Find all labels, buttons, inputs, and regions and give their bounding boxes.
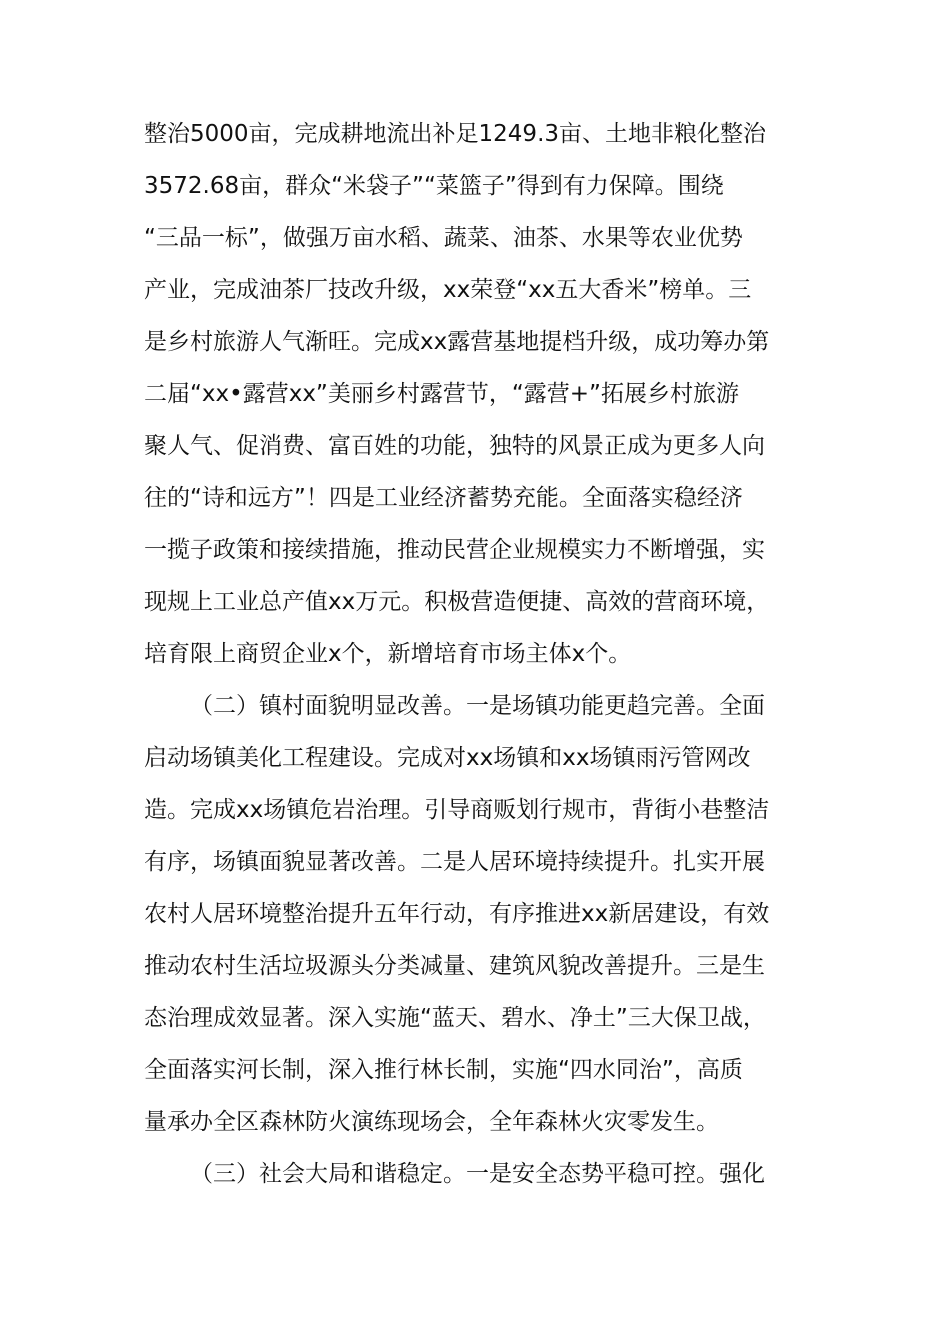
section-heading-line: （三）社会大局和谐稳定。一是安全态势平稳可控。强化 (190, 1161, 765, 1187)
text-line: “三品一标”，做强万亩水稻、蔬菜、油茶、水果等农业优势 (144, 225, 743, 251)
text-line: 往的“诗和远方”！四是工业经济蓄势充能。全面落实稳经济 (144, 485, 743, 511)
text-line: 推动农村生活垃圾源头分类减量、建筑风貌改善提升。三是生 (144, 953, 765, 979)
text-line: 造。完成xx场镇危岩治理。引导商贩划行规市，背街小巷整洁 (144, 797, 770, 823)
text-line: 培育限上商贸企业x个，新增培育市场主体x个。 (144, 641, 632, 667)
text-line: 量承办全区森林防火演练现场会，全年森林火灾零发生。 (144, 1109, 719, 1135)
text-line: 产业，完成油茶厂技改升级，xx荣登“xx五大香米”榜单。三 (144, 277, 752, 303)
text-line: 农村人居环境整治提升五年行动，有序推进xx新居建设，有效 (144, 901, 770, 927)
text-line: 是乡村旅游人气渐旺。完成xx露营基地提档升级，成功筹办第 (144, 329, 770, 355)
text-line: 有序，场镇面貌显著改善。二是人居环境持续提升。扎实开展 (144, 849, 765, 875)
text-line: 聚人气、促消费、富百姓的功能，独特的风景正成为更多人向 (144, 433, 765, 459)
body-text (144, 108, 810, 1200)
section-heading-line: （二）镇村面貌明显改善。一是场镇功能更趋完善。全面 (190, 693, 765, 719)
text-line: 3572.68亩，群众“米袋子”“菜篮子”得到有力保障。围绕 (144, 173, 724, 199)
text-line: 二届“xx•露营xx”美丽乡村露营节，“露营+”拓展乡村旅游 (144, 381, 739, 407)
text-line: 一揽子政策和接续措施，推动民营企业规模实力不断增强，实 (144, 537, 765, 563)
text-line: 现规上工业总产值xx万元。积极营造便捷、高效的营商环境， (144, 589, 770, 615)
text-line: 启动场镇美化工程建设。完成对xx场镇和xx场镇雨污管网改 (144, 745, 751, 771)
text-line: 整治5000亩，完成耕地流出补足1249.3亩、土地非粮化整治 (144, 121, 767, 147)
text-line: 态治理成效显著。深入实施“蓝天、碧水、净土”三大保卫战， (144, 1005, 766, 1031)
text-line: 全面落实河长制，深入推行林长制，实施“四水同治”，高质 (144, 1057, 743, 1083)
